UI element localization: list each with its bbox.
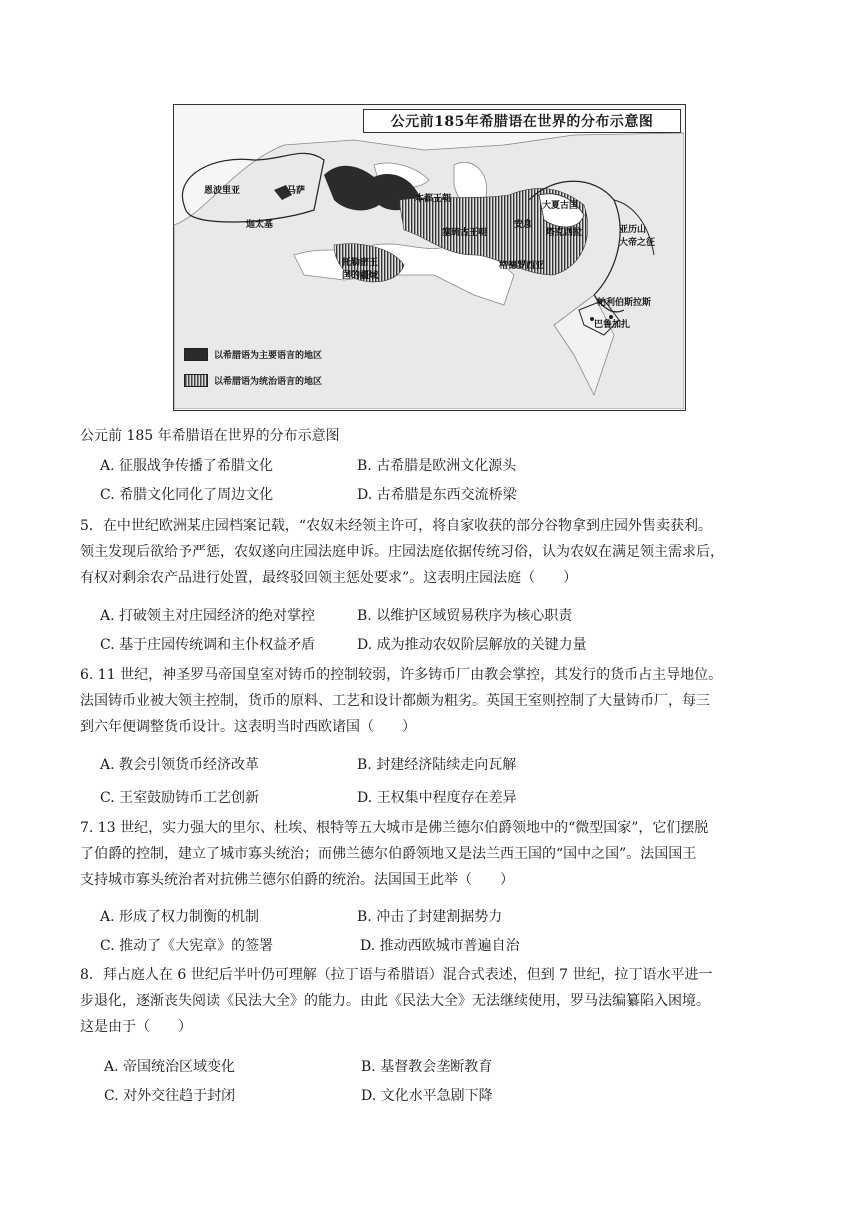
map-label-massalia: 马萨 xyxy=(287,186,306,196)
q8-option-a[interactable]: A. 帝国统治区域变化 xyxy=(104,1059,236,1075)
question-6-stem xyxy=(80,662,770,740)
map-label-gedrosia: 格德罗西亚 xyxy=(499,261,545,271)
greek-language-distribution-map xyxy=(173,104,686,411)
q5-line: 领主发现后欲给予严惩，农奴遂向庄园法庭申诉。庄园法庭依据传统习俗，认为农奴在满足领主需求后， xyxy=(80,544,724,560)
map-label-seleucid: 塞琉古王朝 xyxy=(442,228,488,238)
q8-line: 8．拜占庭人在 6 世纪后半叶仍可理解（拉丁语与希腊语）混合式表述，但到 7 世纪，拉丁语水平进一 xyxy=(80,967,713,983)
map-label-bactria: 大夏古国 xyxy=(542,201,579,211)
map-drawing xyxy=(174,105,684,409)
map-label-barygaza: 巴鲁加扎 xyxy=(594,320,631,330)
q6-line: 到六年便调整货币设计。这表明当时西欧诸国（ ） xyxy=(80,719,416,735)
q5-option-b[interactable]: B. 以维护区域贸易秩序为核心职责 xyxy=(357,608,573,624)
legend-swatch-hatched xyxy=(184,374,208,387)
q8-line: 这是由于（ ） xyxy=(80,1019,192,1035)
legend-swatch-dark xyxy=(184,348,208,361)
map-title: 公元前185年希腊语在世界的分布示意图 xyxy=(363,109,681,133)
q7-option-d[interactable]: D. 推动西欧城市普遍自治 xyxy=(360,938,520,954)
map-label-palibothra: 帕利伯斯拉斯 xyxy=(597,298,652,308)
q5-option-a[interactable]: A. 打破领主对庄园经济的绝对掌控 xyxy=(100,608,316,624)
map-label-alexander-a: 亚历山 xyxy=(619,225,647,235)
q7-option-c[interactable]: C. 推动了《大宪章》的签署 xyxy=(100,938,274,954)
q8-option-b[interactable]: B. 基督教会垄断教育 xyxy=(361,1059,493,1075)
q7-line: 7. 13 世纪，实力强大的里尔、杜埃、根特等五大城市是佛兰德尔伯爵领地中的“微型国家”，它们摆脱 xyxy=(80,820,709,836)
q7-option-b[interactable]: B. 冲击了封建割据势力 xyxy=(357,909,503,925)
map-label-ptolemy-a: 托勒密王 xyxy=(342,258,379,268)
q7-line: 支持城市寡头统治者对抗佛兰德尔伯爵的统治。法国国王此举（ ） xyxy=(80,872,514,888)
q8-option-c[interactable]: C. 对外交往趋于封闭 xyxy=(104,1088,236,1104)
map-label-ptolemy-b: 国的疆域 xyxy=(342,271,379,281)
q7-line: 了伯爵的控制，建立了城市寡头统治；而佛兰德尔伯爵领地又是法兰西王国的“国中之国”。法国国王 xyxy=(80,846,697,862)
legend-primary xyxy=(184,348,322,361)
map-label-parthia: 安息 xyxy=(514,220,533,230)
map-label-carthage: 迦太基 xyxy=(246,220,274,230)
q8-line: 步退化，逐渐丧失阅读《民法大全》的能力。由此《民法大全》无法继续使用，罗马法编纂陷入困境。 xyxy=(80,993,710,1009)
legend-ruling xyxy=(184,374,322,387)
q4-option-c[interactable]: C. 希腊文化同化了周边文化 xyxy=(100,487,274,503)
q4-option-a[interactable]: A. 征服战争传播了希腊文化 xyxy=(100,458,274,474)
q5-line: 5．在中世纪欧洲某庄园档案记载，“农奴未经领主许可，将自家收获的部分谷物拿到庄园外售卖获利。 xyxy=(80,518,713,534)
q5-line: 有权对剩余农产品进行处置，最终驳回领主惩处要求”。这表明庄园法庭（ ） xyxy=(80,570,578,586)
q5-option-c[interactable]: C. 基于庄园传统调和主仆权益矛盾 xyxy=(100,637,316,653)
q4-option-b[interactable]: B. 古希腊是欧洲文化源头 xyxy=(357,458,517,474)
map-label-emporion: 恩波里亚 xyxy=(204,186,241,196)
question-8-stem xyxy=(80,962,770,1040)
map-label-taxila: 塔克西拉 xyxy=(546,228,583,238)
question-5-stem xyxy=(80,513,770,591)
q6-option-a[interactable]: A. 教会引领货币经济改革 xyxy=(100,757,260,773)
legend-ruling-label: 以希腊语为统治语言的地区 xyxy=(214,377,323,387)
q6-line: 法国铸币业被大领主控制，货币的原料、工艺和设计都颇为粗劣。英国王室则控制了大量铸币厂，每三 xyxy=(80,693,710,709)
q8-option-d[interactable]: D. 文化水平急剧下降 xyxy=(361,1088,493,1104)
q4-option-d[interactable]: D. 古希腊是东西交流桥梁 xyxy=(357,487,517,503)
q6-option-c[interactable]: C. 王室鼓励铸币工艺创新 xyxy=(100,790,260,806)
legend-primary-label: 以希腊语为主要语言的地区 xyxy=(214,351,323,361)
map-label-pontus: 本都王朝 xyxy=(415,194,452,204)
question-7-stem xyxy=(80,815,770,893)
q7-option-a[interactable]: A. 形成了权力制衡的机制 xyxy=(100,909,260,925)
q6-line: 6. 11 世纪，神圣罗马帝国皇室对铸币的控制较弱，许多铸币厂由教会掌控，其发行的货币占主导地位。 xyxy=(80,667,723,683)
map-caption: 公元前 185 年希腊语在世界的分布示意图 xyxy=(80,428,340,444)
map-label-alexander-b: 大帝之征 xyxy=(619,238,656,248)
q6-option-b[interactable]: B. 封建经济陆续走向瓦解 xyxy=(357,757,517,773)
q5-option-d[interactable]: D. 成为推动农奴阶层解放的关键力量 xyxy=(357,637,587,653)
q6-option-d[interactable]: D. 王权集中程度存在差异 xyxy=(357,790,517,806)
